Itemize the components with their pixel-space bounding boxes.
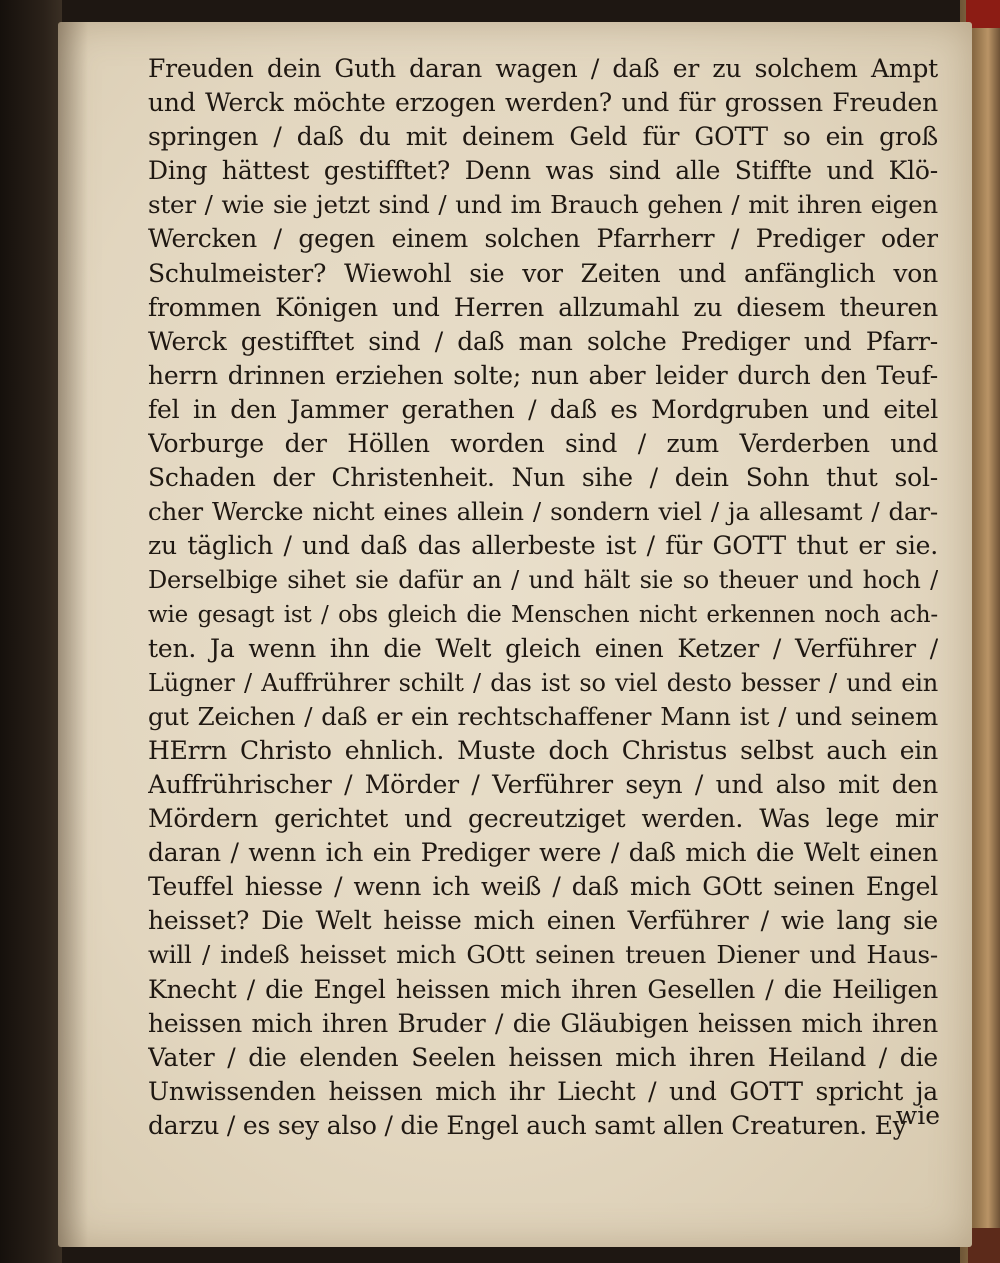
text-line: zu täglich / und daß das allerbeste ist / für GOTT thut er sie. bbox=[148, 531, 938, 561]
book-edge-dark-mark bbox=[968, 1228, 1000, 1263]
text-line: will / indeß heisset mich GOtt seinen treuen Diener und Haus- bbox=[148, 940, 938, 970]
text-line: Ding hättest gestifftet? Denn was sind alle Stiffte und Klö- bbox=[148, 156, 938, 186]
text-line: Auffrührischer / Mörder / Verführer seyn / und also mit den bbox=[148, 769, 938, 799]
text-line: wie gesagt ist / obs gleich die Menschen nicht erkennen noch ach- bbox=[148, 601, 938, 628]
text-line: springen / daß du mit deinem Geld für GOTT so ein groß bbox=[148, 122, 938, 152]
text-line: Teuffel hiesse / wenn ich weiß / daß mich GOtt seinen Engel bbox=[148, 872, 938, 902]
text-line: Derselbige sihet sie dafür an / und hält sie so theuer und hoch / bbox=[148, 566, 938, 595]
text-line: ten. Ja wenn ihn die Welt gleich einen Ketzer / Verführer / bbox=[148, 633, 938, 663]
text-line: Schaden der Christenheit. Nun sihe / dein Sohn thut sol- bbox=[148, 463, 938, 493]
text-line: ster / wie sie jetzt sind / und im Brauch gehen / mit ihren eigen bbox=[148, 190, 938, 220]
text-line: Werck gestifftet sind / daß man solche Prediger und Pfarr- bbox=[148, 326, 938, 356]
text-line: Knecht / die Engel heissen mich ihren Gesellen / die Heiligen bbox=[148, 974, 938, 1004]
text-line: fel in den Jammer gerathen / daß es Mordgruben und eitel bbox=[148, 394, 938, 424]
text-line: und Werck möchte erzogen werden? und für grossen Freuden bbox=[148, 88, 938, 118]
scan-background-left bbox=[0, 0, 62, 1263]
text-line: heisset? Die Welt heisse mich einen Verführer / wie lang sie bbox=[148, 906, 938, 936]
text-line: HErrn Christo ehnlich. Muste doch Christus selbst auch ein bbox=[148, 735, 938, 765]
text-line: Schulmeister? Wiewohl sie vor Zeiten und anfänglich von bbox=[148, 258, 938, 288]
text-line: darzu / es sey also / die Engel auch samt allen Creaturen. Ey bbox=[148, 1110, 907, 1140]
text-line: cher Wercke nicht eines allein / sondern viel / ja allesamt / dar- bbox=[148, 497, 938, 527]
text-line: Vorburge der Höllen worden sind / zum Verderben und bbox=[148, 429, 938, 459]
catchword: wie bbox=[895, 1101, 940, 1130]
text-line: Lügner / Auffrührer schilt / das ist so viel desto besser / und ein bbox=[148, 668, 938, 697]
text-line: gut Zeichen / daß er ein rechtschaffener Mann ist / und seinem bbox=[148, 701, 938, 731]
text-line: daran / wenn ich ein Prediger were / daß mich die Welt einen bbox=[148, 838, 938, 868]
text-line: Vater / die elenden Seelen heissen mich ihren Heiland / die bbox=[148, 1042, 938, 1072]
text-line: Unwissenden heissen mich ihr Liecht / und GOTT spricht ja bbox=[148, 1076, 938, 1106]
text-line: frommen Königen und Herren allzumahl zu diesem theuren bbox=[148, 292, 938, 322]
text-line: Freuden dein Guth daran wagen / daß er zu solchem Ampt bbox=[148, 54, 938, 83]
text-line: herrn drinnen erziehen solte; nun aber leider durch den Teuf- bbox=[148, 360, 938, 390]
text-line: Mördern gerichtet und gecreutziget werden. Was lege mir bbox=[148, 804, 938, 834]
text-line: Wercken / gegen einem solchen Pfarrherr / Prediger oder bbox=[148, 224, 938, 254]
gutter-shadow bbox=[58, 22, 88, 1247]
text-line: heissen mich ihren Bruder / die Gläubigen heissen mich ihren bbox=[148, 1008, 938, 1038]
body-text bbox=[148, 52, 938, 1143]
